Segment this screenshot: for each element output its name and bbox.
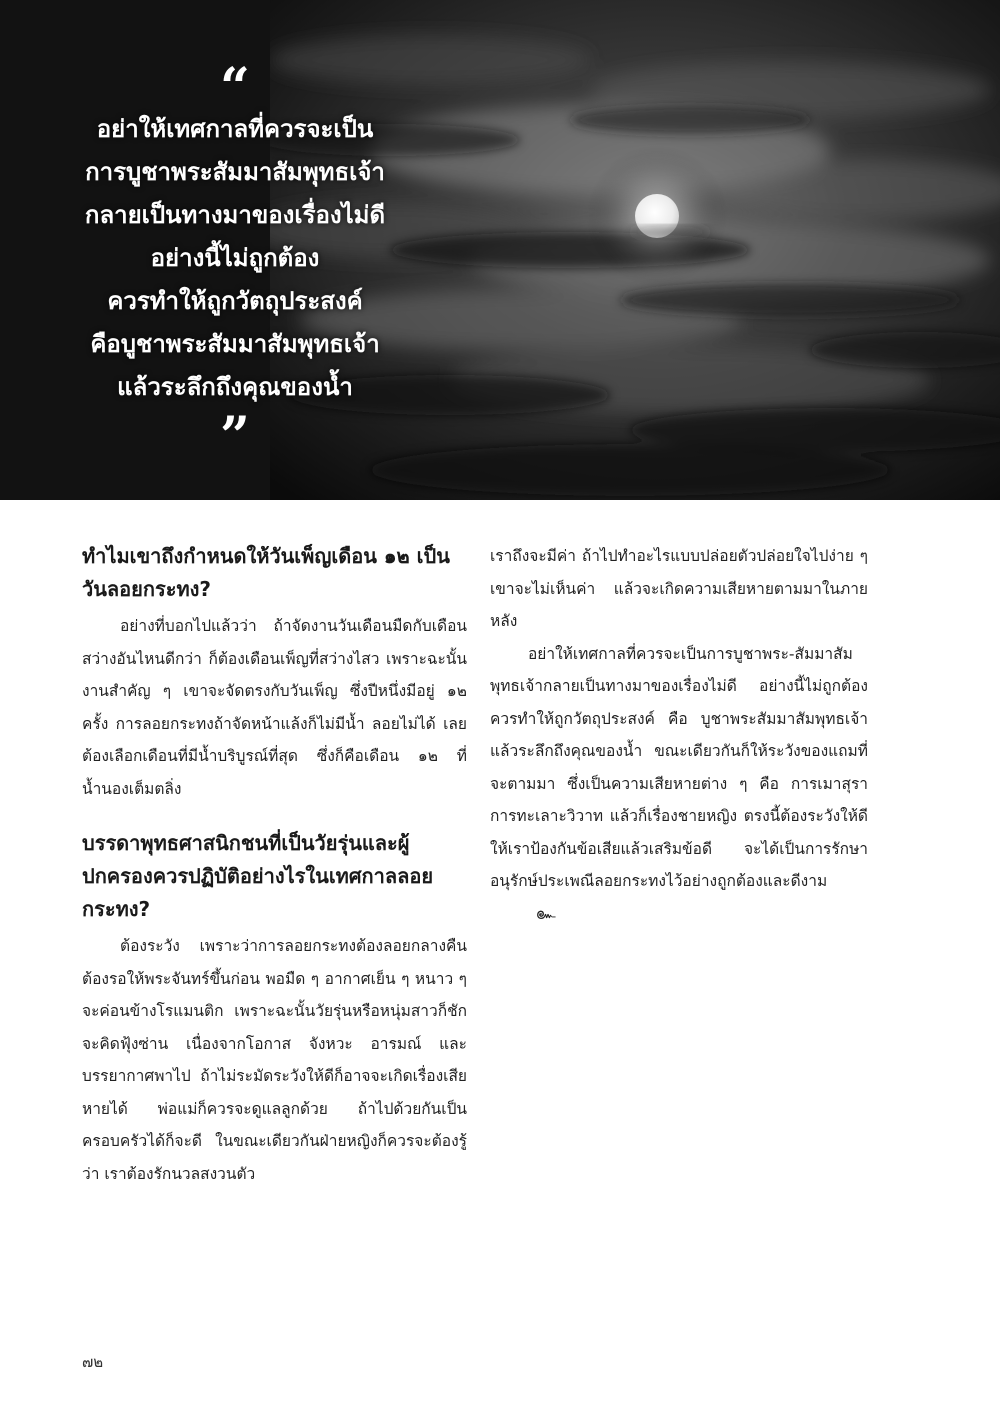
close-quote-mark: ” xyxy=(220,406,250,467)
closing-paragraph xyxy=(490,638,868,931)
page-number: ๗๒ xyxy=(82,1353,104,1371)
pull-quote xyxy=(40,57,430,467)
question-heading: ทำไมเขาถึงกำหนดให้วันเพ็ญเดือน ๑๒ เป็นวันลอยกระทง? xyxy=(82,544,450,601)
pull-quote-line: กลายเป็นทางมาของเรื่องไม่ดี xyxy=(84,201,386,229)
end-of-article-mark: ๛ xyxy=(536,903,556,924)
continued-paragraph: เราถึงจะมีค่า ถ้าไปทำอะไรแบบปล่อยตัวปล่อยใจไปง่าย ๆ เขาจะไม่เห็นค่า แล้วจะเกิดความเสียหายตามมาในภายหลัง xyxy=(490,547,868,630)
pull-quote-line: การบูชาพระสัมมาสัมพุทธเจ้า xyxy=(85,158,385,186)
right-column xyxy=(490,540,868,930)
pull-quote-line: แล้วระลึกถึงคุณของน้ำ xyxy=(117,373,353,401)
answer-paragraph: ต้องระวัง เพราะว่าการลอยกระทงต้องลอยกลางคืน ต้องรอให้พระจันทร์ขึ้นก่อน พอมืด ๆ อากาศเย็น ๆ หนาว ๆ จะค่อนข้างโรแมนติก เพราะฉะนั้นวัยรุ่นหรือหนุ่มสาวก็ชักจะคิดฟุ้งซ่าน เนื่องจากโอกาส จังหวะ อารมณ์ และบรรยากาศพาไป ถ้าไม่ระมัดระวังให้ดีก็อาจจะเกิดเรื่องเสียหายได้ พ่อแม่ก็ควรจะดูแลลูกด้วย ถ้าไปด้วยกันเป็นครอบครัวได้ก็จะดี ในขณะเดียวกันฝ่ายหญิงก็ควรจะต้องรู้ว่า เราต้องรักนวลสงวนตัว xyxy=(82,937,467,1183)
hero-banner xyxy=(0,0,1000,500)
pull-quote-line: อย่างนี้ไม่ถูกต้อง xyxy=(150,244,320,272)
answer-paragraph: อย่างที่บอกไปแล้วว่า ถ้าจัดงานวันเดือนมืดกับเดือนสว่างอันไหนดีกว่า ก็ต้องเดือนเพ็ญที่สว่างไสว เพราะฉะนั้นงานสำคัญ ๆ เขาจะจัดตรงกับวันเพ็ญ ซึ่งปีหนึ่งมีอยู่ ๑๒ ครั้ง การลอยกระทงถ้าจัดหน้าแล้งก็ไม่มีน้ำ ลอยไม่ได้ เลยต้องเลือกเดือนที่มีน้ำบริบูรณ์ที่สุด ซึ่งก็คือเดือน ๑๒ ที่น้ำนองเต็มตลิ่ง xyxy=(82,617,467,798)
closing-paragraph-text: อย่าให้เทศกาลที่ควรจะเป็นการบูชาพระ-สัมมาสัมพุทธเจ้ากลายเป็นทางมาของเรื่องไม่ดี อย่างนี้ไม่ถูกต้อง ควรทำให้ถูกวัตถุประสงค์ คือ บูชาพระสัมมาสัมพุทธเจ้า แล้วระลึกถึงคุณของน้ำ ขณะเดียวกันก็ให้ระวังของแถมที่จะตามมา ซึ่งเป็นความเสียหายต่าง ๆ คือ การเมาสุรา การทะเลาะวิวาท แล้วก็เรื่องชายหญิง ตรงนี้ต้องระวังให้ดี ให้เราป้องกันข้อเสียแล้วเสริมข้อดี จะได้เป็นการรักษาอนุรักษ์ประเพณีลอยกระทงไว้อย่างถูกต้องและดีงาม xyxy=(490,644,868,890)
pull-quote-line: อย่าให้เทศกาลที่ควรจะเป็น xyxy=(96,115,374,143)
question-heading: บรรดาพุทธศาสนิกชนที่เป็นวัยรุ่นและผู้ปกครองควรปฏิบัติอย่างไรในเทศกาลลอยกระทง? xyxy=(82,831,434,921)
left-column xyxy=(82,540,467,1190)
pull-quote-line: คือบูชาพระสัมมาสัมพุทธเจ้า xyxy=(90,330,380,358)
pull-quote-line: ควรทำให้ถูกวัตถุประสงค์ xyxy=(107,287,363,315)
open-quote-mark: “ xyxy=(220,57,250,118)
